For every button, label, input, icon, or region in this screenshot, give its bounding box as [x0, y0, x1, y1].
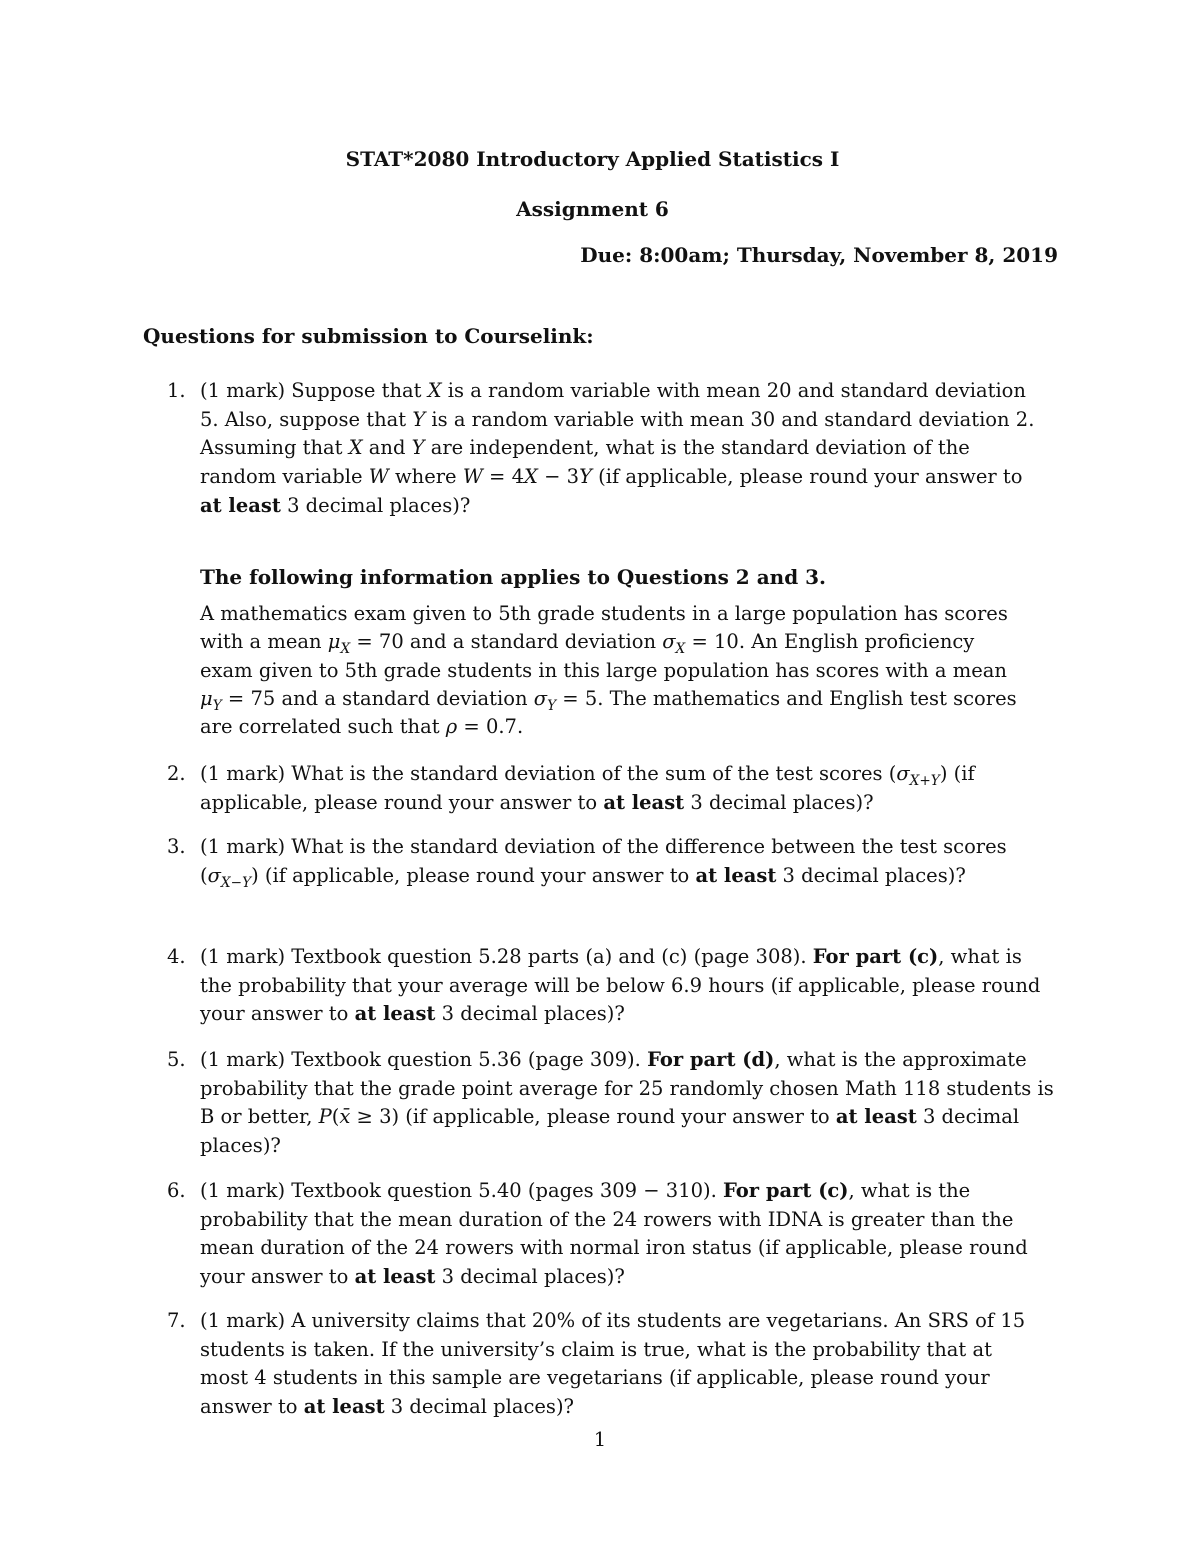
- question-number: 1.: [167, 379, 186, 402]
- question-number: 4.: [167, 945, 186, 968]
- info-paragraph: A mathematics exam given to 5th grade students in a large population has scores with a mean $\mu_X = 70$ and a standard deviation $\sigma_X = 10$. An English proficiency exam given to 5th grade students in this large population has scores with a mean $\mu_Y = 75$ and a standard deviation $\sigma_Y = 5$. The mathematics and English test scores are correlated such that ρ = 0.7.: [200, 602, 1017, 739]
- question-number: 7.: [167, 1309, 186, 1332]
- question-text: (1 mark) Textbook question 5.36 (page 309). For part (d), what is the approximate probability that the grade point average for 25 randomly chosen Math 118 students is B or better, P(x̄ ≥ 3) (if applicable, please round your answer to at least 3 decimal places)?: [200, 1048, 1054, 1158]
- question-text: (1 mark) Textbook question 5.40 (pages 309 − 310). For part (c), what is the probability that the mean duration of the 24 rowers with IDNA is greater than the mean duration of the 24 rowers with normal iron status (if applicable, please round your answer to at least 3 decimal places)?: [200, 1179, 1028, 1289]
- course-title: STAT*2080 Introductory Applied Statistics I: [345, 147, 840, 171]
- info-heading: The following information applies to Questions 2 and 3.: [200, 565, 827, 589]
- question-4: [167, 943, 1067, 1029]
- question-text: (1 mark) Textbook question 5.28 parts (a) and (c) (page 308). For part (c), what is the probability that your average will be below 6.9 hours (if applicable, please round your answer to at least 3 decimal places)?: [200, 945, 1041, 1026]
- question-6: [167, 1177, 1067, 1292]
- question-text: (1 mark) What is the standard deviation of the difference between the test scores $(\sigma_{X-Y})$ (if applicable, please round your answer to at least 3 decimal places)?: [200, 835, 1007, 891]
- question-text: (1 mark) A university claims that 20% of its students are vegetarians. An SRS of 15 students is taken. If the university’s claim is true, what is the probability that at most 4 students in this sample are vegetarians (if applicable, please round your answer to at least 3 decimal places)?: [200, 1309, 1026, 1419]
- question-3: [167, 833, 1067, 890]
- question-text: (1 mark) What is the standard deviation of the sum of the test scores $(\sigma_{X+Y})$ (if applicable, please round your answer to at least 3 decimal places)?: [200, 762, 975, 814]
- question-number: 2.: [167, 762, 186, 785]
- question-5: [167, 1046, 1067, 1161]
- page-number: 1: [593, 1428, 607, 1451]
- due-date: Due: 8:00am; Thursday, November 8, 2019: [580, 243, 1058, 267]
- question-number: 3.: [167, 835, 186, 858]
- question-7: [167, 1307, 1067, 1422]
- question-number: 6.: [167, 1179, 186, 1202]
- assignment-title: Assignment 6: [516, 197, 669, 221]
- section-heading: Questions for submission to Courselink:: [143, 324, 594, 348]
- question-text: (1 mark) Suppose that X is a random variable with mean 20 and standard deviation 5. Also, suppose that Y is a random variable with mean 30 and standard deviation 2. Assuming that X and Y are independent, what is the standard deviation of the random variable W where W = 4X − 3Y (if applicable, please round your answer to at least 3 decimal places)?: [200, 379, 1035, 517]
- question-2: [167, 760, 1067, 817]
- question-1: [167, 377, 1067, 521]
- question-number: 5.: [167, 1048, 186, 1071]
